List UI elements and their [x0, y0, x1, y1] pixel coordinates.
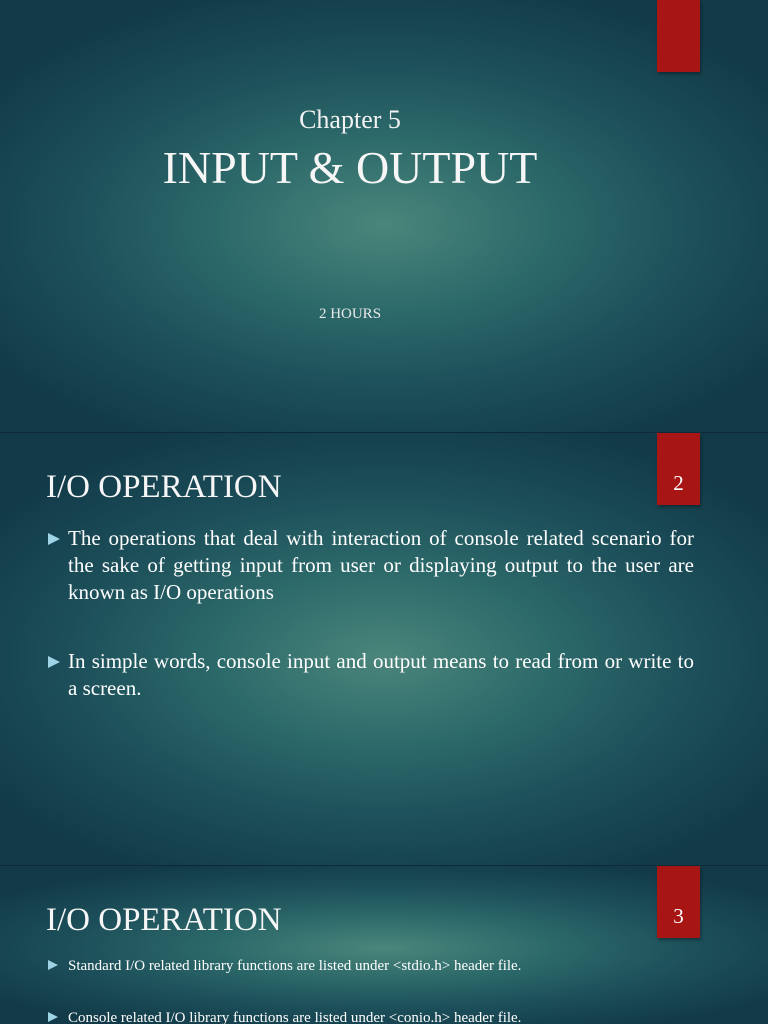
slide-number: 3	[673, 904, 684, 928]
slide-io-operation-2	[0, 866, 768, 1024]
bullet-text: In simple words, console input and output means to read from or write to a screen.	[68, 649, 694, 700]
slide-title-text: INPUT & OUTPUT	[162, 142, 538, 193]
bullet-item	[46, 956, 694, 976]
slide-number: 2	[673, 471, 684, 495]
bullet-item	[46, 1008, 694, 1024]
slide-number-tab	[657, 0, 700, 72]
slide-subtitle: 2 HOURS	[318, 306, 382, 322]
slide-number-tab	[657, 433, 700, 505]
bullet-list	[46, 956, 694, 1024]
slide-heading: I/O OPERATION	[46, 469, 282, 505]
bullet-text: Console related I/O library functions are listed under <conio.h> header file.	[68, 1010, 522, 1024]
slide-title	[0, 0, 768, 432]
bullet-list	[46, 525, 694, 744]
slide-heading: I/O OPERATION	[46, 902, 282, 938]
bullet-text: Standard I/O related library functions are listed under <stdio.h> header file.	[68, 958, 522, 974]
bullet-item	[46, 648, 694, 702]
slide-io-operation-1	[0, 433, 768, 865]
triangle-bullet-icon	[48, 533, 60, 545]
bullet-text: The operations that deal with interaction of console related scenario for the sake of getting input from user or displaying output to the user are known as I/O operations	[68, 526, 694, 604]
bullet-item	[46, 525, 694, 606]
triangle-bullet-icon	[48, 960, 58, 970]
triangle-bullet-icon	[48, 1012, 58, 1022]
slide-number-tab	[657, 866, 700, 938]
chapter-label: Chapter 5	[299, 105, 401, 134]
triangle-bullet-icon	[48, 656, 60, 668]
